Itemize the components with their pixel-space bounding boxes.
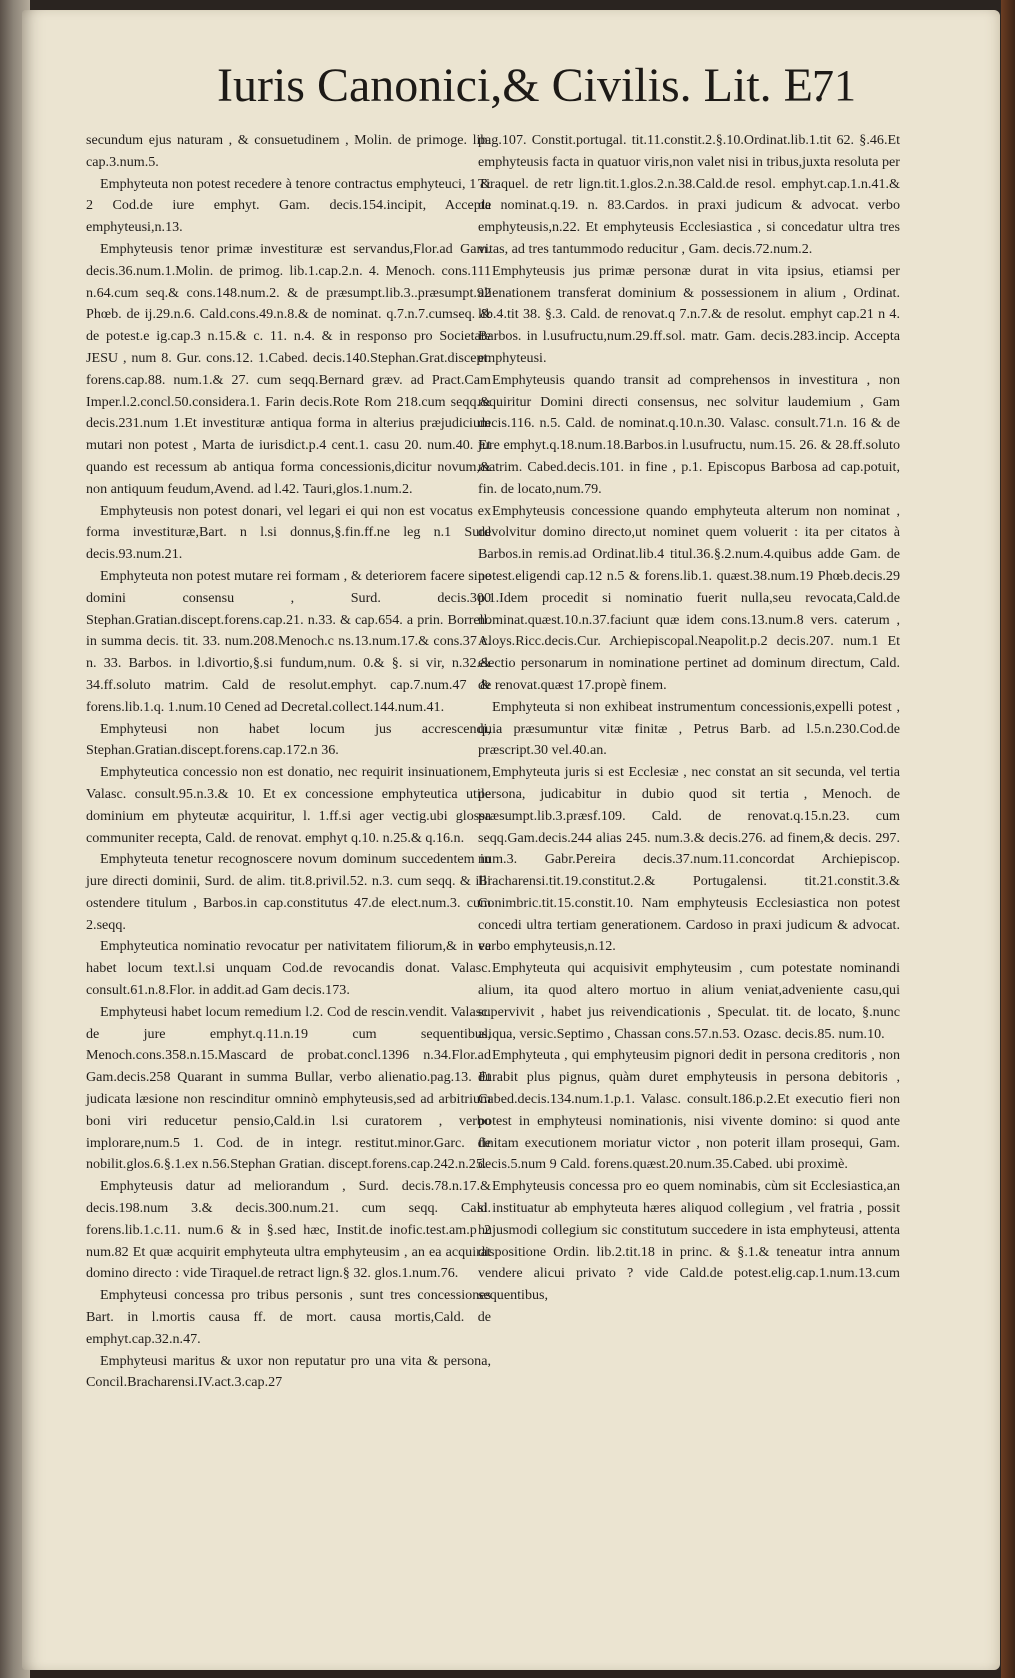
paragraph: Emphyteusi habet locum remedium l.2. Cod de rescin.vendit. Valasc. de jure emphyt.q.11.n.19 cum sequentibus, Menoch.cons.358.n.15.Mascard de probat.concl.1396 n.34.Flor.ad Gam.decis.258 Quarant in summa Bullar, verbo alienatio.pag.13. Et judicata læsione non rescinditur omninò emphyteusis,sed ad arbitrium boni viri reducetur pensio,Cald.in l.si curatorem , verbo implorare,num.5 1. Cod. de in integr. restitut.minor.Garc. de nobilit.glos.6.§.1.ex n.56.Stephan Gratian. discept.forens.cap.242.n.25. [86,1003,491,1173]
paragraph: Emphyteutica concessio non est donatio, nec requirit insinuationem, Valasc. consult.95.n.3.& 10. Et ex concessione emphyteutica utile dominium em phyteutæ acquiritur, l. 1.ff.si ager vectig.ubi glossa communiter recepta, Cald. de renovat. emphyt q.10. n.25.& q.16.n. [86,764,491,846]
paragraph: Emphyteuta , qui emphyteusim pignori dedit in persona creditoris , non durabit plus pignus, quàm duret emphyteusis in persona debitoris , Cabed.decis.134.num.1.p.1. Valasc. consult.186.p.2.Et executio fieri non potest in emphyteusi nominationis, nisi vivente domino: si quod ante finitam executionem moriatur victor , non poterit illam prosequi, Gam. decis.5.num 9 Cald. forens.quæst.20.num.35.Cabed. ubi proximè. [478,1047,900,1173]
paragraph: Emphyteuta qui acquisivit emphyteusim , cum potestate nominandi alium, ita quod altero mortuo in alium veniat,adveniente casu,qui supervivit , habet jus reivendicationis , Speculat. tit. de locato, §.nunc aliqua, versic.Septimo , Chassan cons.57.n.53. Ozasc. decis.85. num.10. [478,960,900,1042]
paragraph: Emphyteuta non potest mutare rei formam , & deteriorem facere sine domini consensu , Surd. decis.300 Stephan.Gratian.discept.forens.cap.21. n.33. & cap.654. a prin. Borrell. in summa decis. tit. 33. num.208.Menoch.c ns.13.num.17.& cons.37 c. n. 33. Barbos. in l.divortio,§.si fundum,num. 0.& §. si vir, n.32.& 34.ff.soluto matrim. Cald de resolut.emphyt. cap.7.num.47 & forens.lib.1.q. 1.num.10 Cened ad Decretal.collect.144.num.41. [86,567,491,715]
running-header [22,58,1000,130]
book-page [22,10,1000,1670]
paragraph: Emphyteuta non potest recedere à tenore contractus emphyteuci, 1 & 2 Cod.de iure emphyt. Gam. decis.154.incipit, Accepta emphyteusi,n.13. [86,175,491,236]
paragraph: Emphyteusis non potest donari, vel legari ei qui non est vocatus ex forma investituræ,Bart. n l.si donnus,§.fin.ff.ne leg n.1 Surd decis.93.num.21. [86,502,491,563]
paragraph: Emphyteusis concessione quando emphyteuta alterum non nominat , devolvitur domino directo,ut nominet quem voluerit : ita per citatos à Barbos.in remis.ad Ordinat.lib.4 titul.36.§.2.num.4.quibus adde Gam. de potest.eligendi cap.12 n.5 & forens.lib.1. quæst.38.num.19 Phœb.decis.29 p.1.Idem procedit si nominatio fuerit nulla,seu revocata,Cald.de nominat.quæst.10.n.37.faciunt quæ idem cons.13.num.8 vers. caterum , Aloys.Ricc.decis.Cur. Archiepiscopal.Neapolit.p.2 decis.207. num.1 Et electio personarum in nominatione pertinet ad dominum directum, Cald. de renovat.quæst 17.propè finem. [478,502,900,693]
paragraph: Emphyteuta juris si est Ecclesiæ , nec constat an sit secunda, vel tertia persona, judicabitur in dubio quod sit tertia , Menoch. de præsumpt.lib.3.præsf.109. Cald. de renovat.q.15.n.23. cum seqq.Gam.decis.244 alias 245. num.3.& decis.276. ad finem,& decis. 297. num.3. Gabr.Pereira decis.37.num.11.concordat Archiepiscop. Bracharensi.tit.19.constitut.2.& Portugalensi. tit.21.constit.3.& Conimbric.tit.15.constit.10. Nam emphyteusis Ecclesiastica non potest concedi ultra tertiam generationem. Cardoso in praxi judicum & advocat. verbo emphyteusis,n.12. [478,764,900,955]
paragraph: Emphyteusi maritus & uxor non reputatur pro una vita & persona, Concil.Bracharensi.IV.act.3.cap.27 [86,1352,491,1391]
paragraph: pag.107. Constit.portugal. tit.11.constit.2.§.10.Ordinat.lib.1.tit 62. §.46.Et emphyteusis facta in quatuor viris,non valet nisi in tribus,juxta resoluta per Tiraquel. de retr lign.tit.1.glos.2.n.38.Cald.de resol. emphyt.cap.1.n.41.& de nominat.q.19. n. 83.Cardos. in praxi judicum & advocat. verbo emphyteusis,n.22. Et emphyteusis Ecclesiastica , si concedatur ultra tres vitas, ad tres tantummodo reducitur , Gam. decis.72.num.2. [478,132,900,257]
paragraph: Emphyteusis quando transit ad comprehensos in investitura , non requiritur Domini directi consensus, nec solvitur laudemium , Gam decis.116. n.5. Cald. de nominat.q.10.n.30. Valasc. consult.71.n. 16 & de jure emphyt.q.18.num.18.Barbos.in l.usufructu, num.15. 26. & 28.ff.soluto matrim. Cabed.decis.101. in fine , p.1. Episcopus Barbosa ad cap.potuit, fin. de locato,num.79. [478,371,900,497]
paragraph: Emphyteuta tenetur recognoscere novum dominum succedentem in jure directi dominii, Surd. de alim. tit.8.privil.52. n.3. cum seqq. & illi ostendere titulum , Barbos.in cap.constitutus 47.de elect.num.3. cum 2.seqq. [86,851,491,933]
paragraph: Emphyteusi non habet locum jus accrescendi, Stephan.Gratian.discept.forens.cap.172.n 36. [86,720,491,759]
running-title: Iuris Canonici,& Civilis. Lit. E. [217,59,825,112]
paragraph: Emphyteusis jus primæ personæ durat in vita ipsius, etiamsi per alienationem transferat dominium & possessionem in alium , Ordinat. lib.4.tit 38. §.3. Cald. de renovat.q 7.n.7.& de resolut. emphyt cap.21 n 4. Barbos. in l.usufructu,num.29.ff.sol. matr. Gam. decis.283.incip. Accepta emphyteusi. [478,262,900,366]
paragraph: Emphyteusis concessa pro eo quem nominabis, cùm sit Ecclesiastica,an si instituatur ab emphyteuta hæres aliquod collegium , vel fratria , possit hujusmodi collegium sic constitutum succedere in ista emphyteusi, attenta dispositione Ordin. lib.2.tit.18 in princ. & §.1.& teneatur intra annum vendere alicui privato ? vide Cald.de potest.elig.cap.1.num.13.cum sequentibus, [478,1178,900,1304]
paragraph: Emphyteuta si non exhibeat instrumentum concessionis,expelli potest , quia præsumuntur vitæ finitæ , Petrus Barb. ad l.5.n.230.Cod.de præscript.30 vel.40.an. [478,698,900,759]
page-number: 71 [812,61,856,110]
paragraph: Emphyteusis datur ad meliorandum , Surd. decis.78.n.17.& decis.198.num 3.& decis.300.num.21. cum seqq. Cald. forens.lib.1.c.11. num.6 & in §.sed hæc, Instit.de inofic.test.am.p 2 num.82 Et quæ acquirit emphyteuta ultra emphyteusim , an ea acquirat domino directo : vide Tiraquel.de retract lign.§ 32. glos.1.num.76. [86,1178,491,1282]
paragraph: Emphyteusi concessa pro tribus personis , sunt tres concessiones Bart. in l.mortis causa ff. de mort. causa mortis,Cald. de emphyt.cap.32.n.47. [86,1287,491,1347]
paragraph: Emphyteusis tenor primæ investituræ est servandus,Flor.ad Gam. decis.36.num.1.Molin. de primog. lib.1.cap.2.n. 4. Menoch. cons.111 n.64.cum seq.& cons.148.num.2. & de præsumpt.lib.3..præsumpt.92 Phœb. de ij.29.n.6. Cald.cons.49.n.8.& de nominat. q.7.n.7.cumseq. & de potest.e ig.cap.3 n.15.& c. 11. n.4. & in responso pro Societate JESU , num 8. Gur. cons.12. 1.Cabed. decis.140.Stephan.Grat.discept. forens.cap.88. num.1.& 27. cum seqq.Bernard græv. ad Pract.Cam Imper.l.2.concl.50.considera.1. Farin decis.Rote Rom 218.cum seqq.& decis.231.num 1.Et investituræ antiqua forma in alterius præjudicium mutari non potest , Marta de iurisdict.p.4 cent.1. casu 20. num.40. Et quando est recessum ab antiqua forma concessionis,dicitur novum,& non antiquum feudum,Avend. ad l.42. Tauri,glos.1.num.2. [86,240,491,497]
left-column [86,130,491,1394]
paragraph: secundum ejus naturam , & consuetudinem , Molin. de primoge. lib. cap.3.num.5. [86,132,491,170]
paragraph: Emphyteutica nominatio revocatur per nativitatem filiorum,& in ea habet locum text.l.si unquam Cod.de revocandis donat. Valasc. consult.61.n.8.Flor. in addit.ad Gam decis.173. [86,938,491,999]
book-edge [1001,0,1015,1678]
right-column [478,130,900,1307]
